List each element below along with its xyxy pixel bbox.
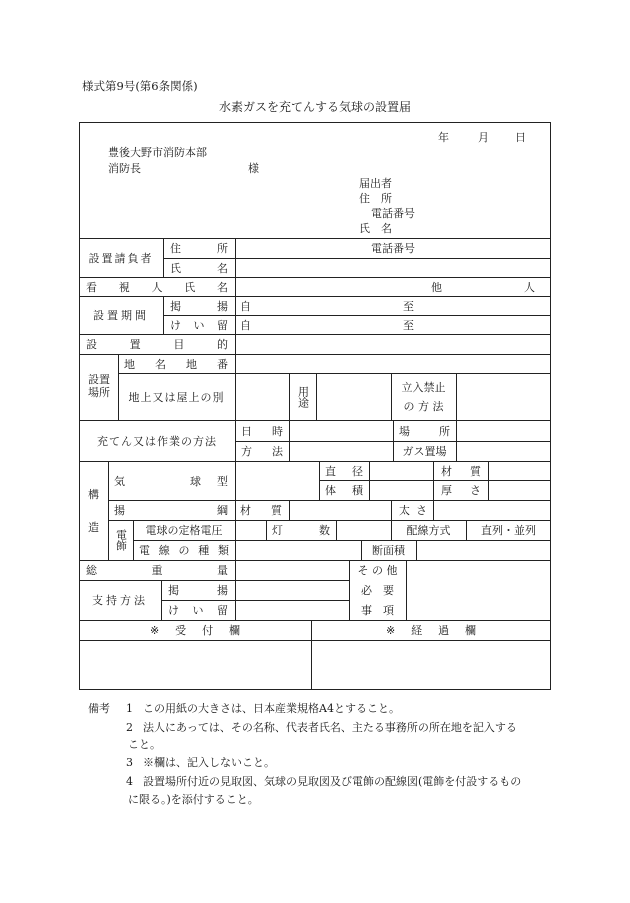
- support-label: 支持方法: [92, 594, 148, 607]
- decoration-label: 電飾: [114, 529, 128, 551]
- applicant-address-label: 住 所: [359, 192, 392, 205]
- watcher-other: 他: [431, 280, 442, 294]
- note-2-text: 法人にあっては、その名称、代表者氏名、主たる事務所の所在地を記入する: [143, 721, 517, 734]
- purpose-label: 設 置 目 的: [86, 338, 228, 351]
- progress-column-header: ※ 経 過 欄: [386, 623, 476, 637]
- balloon-diameter-label: 直 径: [325, 464, 363, 478]
- requester-phone-label: 電話番号: [371, 242, 415, 255]
- notes-label: 備考: [88, 702, 110, 715]
- period-moor-to: 至: [403, 318, 414, 332]
- note-3-number: 3: [126, 756, 133, 769]
- rope-thickness-label: 太 さ: [399, 504, 427, 517]
- watcher-persons: 人: [524, 280, 535, 294]
- cross-section-label: 断面積: [372, 544, 405, 557]
- method-gas-storage-label: ガス置場: [402, 445, 447, 458]
- place-lot-label: 地 名 地 番: [124, 357, 228, 371]
- date-year: 年: [438, 131, 449, 144]
- wiring-options: 直列・並列: [481, 524, 536, 537]
- lamp-count-label: 灯 数: [272, 524, 330, 537]
- period-raise-label: 掲 揚: [170, 299, 228, 313]
- applicant-phone-label: 電話番号: [371, 207, 415, 220]
- requester-address-label: 住 所: [170, 242, 228, 255]
- balloon-type-label: 気 球 型: [114, 474, 228, 488]
- rope-material-label: 材 質: [240, 504, 282, 517]
- period-raise-to: 至: [403, 299, 414, 313]
- note-2-continuation: こと。: [128, 738, 161, 751]
- rated-voltage-label: 電球の定格電圧: [145, 524, 223, 537]
- form-title: 水素ガスを充てんする気球の設置届: [218, 100, 411, 114]
- balloon-volume-label: 体 積: [325, 484, 363, 497]
- requester-name-label: 氏 名: [170, 261, 228, 275]
- date-day: 日: [515, 131, 526, 144]
- note-4-text: 設置場所付近の見取図、気球の見取図及び電飾の配線図(電飾を付設するもの: [143, 775, 522, 788]
- addressee-dept: 豊後大野市消防本部: [108, 146, 207, 159]
- wiring-label: 配線方式: [406, 524, 451, 537]
- rope-label: 揚 綱: [114, 504, 228, 517]
- use-label: 用途: [296, 385, 310, 408]
- note-4-number: 4: [126, 775, 133, 788]
- reception-column-header: ※ 受 付 欄: [150, 623, 240, 637]
- note-1-text: この用紙の大きさは、日本産業規格A4とすること。: [143, 702, 400, 715]
- period-raise-from: 自: [240, 299, 251, 313]
- restrict-label: 立入禁止 の 方 法: [401, 381, 446, 413]
- place-label: 設置場所: [88, 373, 110, 399]
- support-raise-label: 掲 揚: [168, 584, 228, 597]
- note-1-number: 1: [126, 702, 133, 715]
- note-2-number: 2: [126, 721, 133, 734]
- period-label: 設置期間: [93, 309, 149, 322]
- place-ground-roof-label: 地上又は屋上の別: [128, 390, 225, 404]
- structure-label: 構 造: [88, 487, 99, 535]
- balloon-thickness-label: 厚 さ: [441, 484, 481, 497]
- applicant-name-label: 氏 名: [359, 222, 392, 235]
- form-number: 様式第9号(第6条関係): [82, 79, 198, 93]
- addressee-honorific: 様: [248, 162, 259, 175]
- applicant-label: 届出者: [359, 177, 392, 190]
- support-moor-label: け い 留: [168, 604, 228, 617]
- method-location-label: 場 所: [399, 424, 450, 438]
- watcher-label: 看 視 人 氏 名: [86, 280, 228, 294]
- balloon-material-label: 材 質: [441, 464, 481, 478]
- other-matters-label: そ の 他 必 要 事 項: [357, 564, 398, 617]
- method-datetime-label: 日 時: [241, 424, 283, 438]
- note-4-continuation: に限る。)を添付すること。: [128, 793, 259, 806]
- period-moor-label: け い 留: [170, 318, 228, 332]
- method-how-label: 方 法: [241, 445, 283, 458]
- period-moor-from: 自: [240, 318, 251, 332]
- date-month: 月: [478, 131, 489, 144]
- requester-label: 設置請負者: [88, 251, 154, 265]
- method-label: 充てん又は作業の方法: [97, 434, 217, 448]
- note-3-text: ※欄は、記入しないこと。: [143, 756, 275, 769]
- total-weight-label: 総 重 量: [86, 564, 228, 577]
- addressee-title: 消防長: [108, 162, 141, 175]
- wire-type-label: 電 線 の 種 類: [139, 544, 229, 557]
